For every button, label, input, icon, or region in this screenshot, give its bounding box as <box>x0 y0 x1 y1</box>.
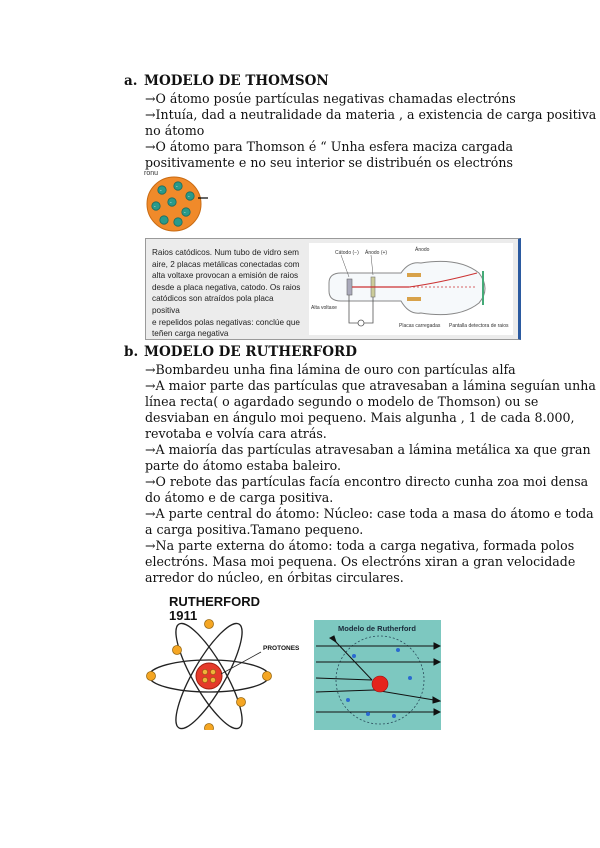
section-a-line-1: →O átomo posúe partículas negativas chamadas electróns <box>145 91 516 106</box>
electron <box>160 216 168 224</box>
electron <box>205 620 214 629</box>
proton <box>210 669 215 674</box>
section-b-letter: b. <box>124 344 139 360</box>
section-b-line-4: desviaban en ángulo moi pequeno. Mais algunha , 1 de cada 8.000, <box>145 410 575 425</box>
svg-text:-: - <box>184 210 186 216</box>
rutherford-scattering-figure <box>314 620 441 730</box>
sphere-label: ronu <box>144 170 159 177</box>
caption-line-6: e repelidos polas negativas: conclúe que <box>152 317 300 327</box>
section-a-line-4: →O átomo para Thomson é “ Unha esfera maciza cargada <box>145 139 514 154</box>
voltage-source <box>358 320 364 326</box>
proton <box>210 677 215 682</box>
electron <box>366 712 370 716</box>
model-title: Modelo de Rutherford <box>338 624 416 633</box>
label-anode: Ánodo (+) <box>365 250 388 256</box>
proton <box>202 669 207 674</box>
label-plates: Placas carregadas <box>399 323 441 329</box>
deflection-plate-top <box>407 273 421 277</box>
thomson-sphere-figure <box>140 168 210 234</box>
nucleus <box>196 663 222 689</box>
electron <box>408 676 412 680</box>
label-high-voltage: Alta voltaxe <box>311 305 337 311</box>
section-b-line-12: →Na parte externa do átomo: toda a carga negativa, formada polos <box>145 538 575 553</box>
section-b-line-10: →A parte central do átomo: Núcleo: case toda a masa do átomo e toda <box>145 506 594 521</box>
cathode-ray-tube-diagram <box>309 243 513 335</box>
section-b-line-13: electróns. Masa moi pequena. Os electróns xiran a gran velocidade <box>145 554 576 569</box>
section-a-letter: a. <box>124 73 138 89</box>
label-cathode: Cátodo (−) <box>335 250 359 256</box>
caption-line-1: Raios catódicos. Num tubo de vidro sem <box>152 248 299 257</box>
atom-title: RUTHERFORD <box>169 594 260 609</box>
label-top: Ánodo <box>415 247 430 253</box>
section-b-line-11: a carga positiva.Tamano pequeno. <box>145 522 364 537</box>
electron <box>263 672 272 681</box>
section-a-title: MODELO DE THOMSON <box>144 73 329 89</box>
protons-label: PROTONES <box>263 645 300 652</box>
section-b-line-9: do átomo e de carga positiva. <box>145 490 334 505</box>
caption-line-2: aire, 2 placas metálicas conectadas com <box>152 259 300 269</box>
electron <box>173 646 182 655</box>
caption-line-3: alta voltaxe provocan a emisión de raios <box>152 271 299 281</box>
deflection-plate-bottom <box>407 297 421 301</box>
svg-text:-: - <box>170 200 172 206</box>
section-b-line-8: →O rebote das partículas facía encontro directo cunha zoa moi densa <box>145 474 589 489</box>
section-a-line-2: →Intuía, dad a neutralidade da materia , a existencia de carga positiva <box>145 107 597 122</box>
electron <box>205 724 214 731</box>
section-b-line-3: línea recta( o agardado segundo o modelo de Thomson) ou se <box>145 394 539 409</box>
svg-text:-: - <box>176 184 178 190</box>
section-b-heading <box>124 344 357 360</box>
proton <box>202 677 207 682</box>
cathode-ray-caption <box>152 247 302 340</box>
electron <box>392 714 396 718</box>
section-b-line-6: →A maioría das partículas atravesaban a lámina metálica xa que gran <box>145 442 591 457</box>
section-a-line-3: no átomo <box>145 123 205 138</box>
section-b-line-5: revotaba e volvía cara atrás. <box>145 426 327 441</box>
label-screen: Pantalla detectora de raios <box>449 323 509 329</box>
section-b-line-1: →Bombardeu unha fina lámina de ouro con partículas alfa <box>145 362 516 377</box>
svg-text:-: - <box>154 204 156 210</box>
caption-line-5: catódicos son atraídos pola placa positiva <box>152 294 274 315</box>
section-b-line-7: parte do átomo estaba baleiro. <box>145 458 341 473</box>
svg-text:-: - <box>188 194 190 200</box>
electron <box>174 218 182 226</box>
section-a-heading <box>124 73 329 89</box>
electron <box>346 698 350 702</box>
section-a-line-5: positivamente e no seu interior se distribuén os electróns <box>145 155 513 170</box>
section-b-line-2: →A maior parte das partículas que atravesaban a lámina seguían unha <box>145 378 596 393</box>
atom-year: 1911 <box>169 608 198 623</box>
electron <box>147 672 156 681</box>
nucleus <box>372 676 388 692</box>
electron <box>396 648 400 652</box>
rutherford-atom-figure <box>143 586 311 730</box>
caption-line-4: desde a placa negativa, catodo. Os raios <box>152 282 301 292</box>
cathode-ray-figure <box>145 238 521 340</box>
electron <box>237 698 246 707</box>
section-b-line-14: arredor do núcleo, en órbitas circulares. <box>145 570 404 585</box>
electron <box>352 654 356 658</box>
section-b-title: MODELO DE RUTHERFORD <box>144 344 357 360</box>
svg-text:-: - <box>160 188 162 194</box>
caption-line-7: teñen carga negativa <box>152 329 229 339</box>
cathode-plate <box>347 279 352 295</box>
